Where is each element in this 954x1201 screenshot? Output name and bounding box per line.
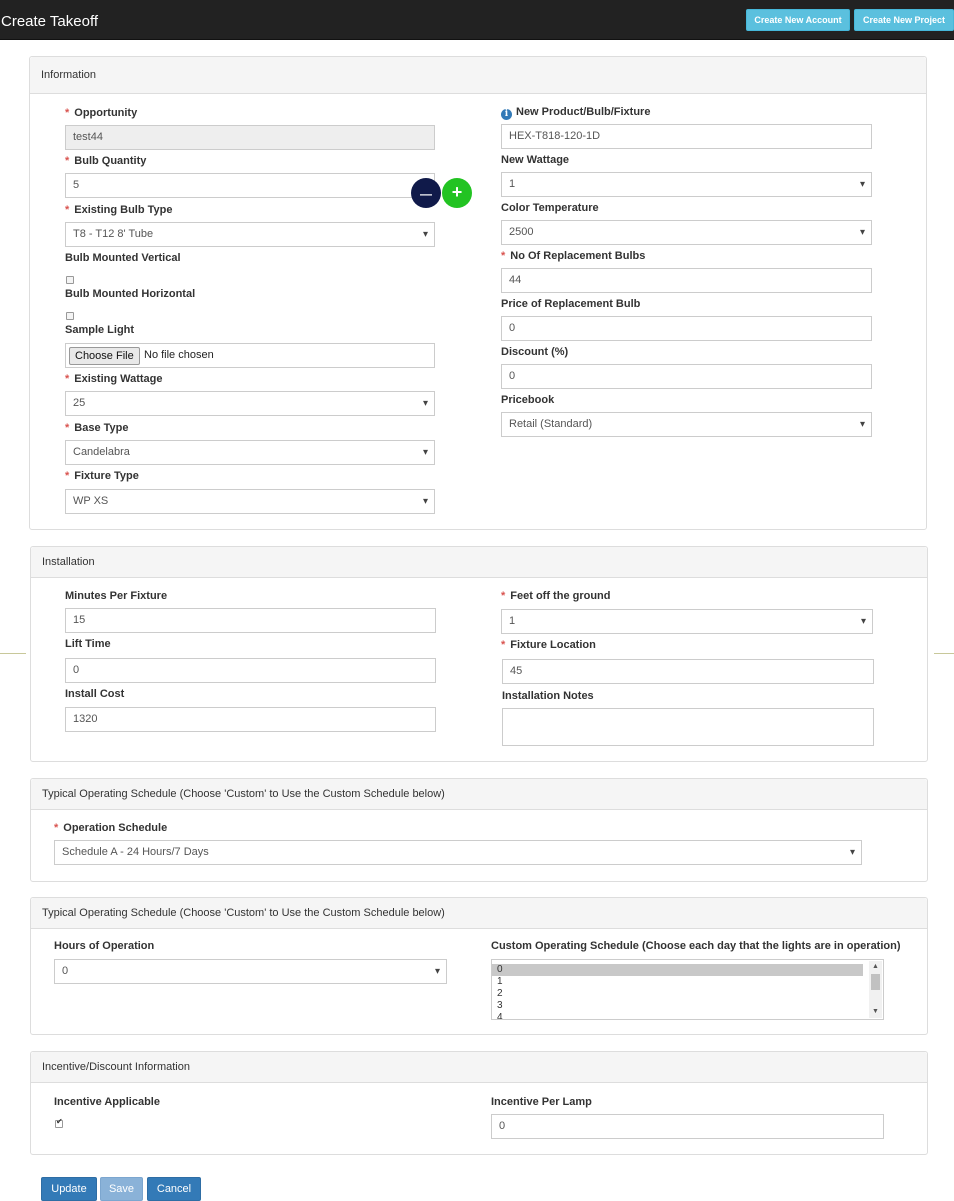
installation-notes-label: Installation Notes [502,690,594,702]
installation-panel [30,546,928,762]
color-temperature-select[interactable]: 2500 ▾ [501,220,872,245]
bulb-mounted-horizontal-label: Bulb Mounted Horizontal [65,288,196,300]
minutes-per-fixture-input[interactable]: 15 [65,608,436,633]
existing-bulb-type-select[interactable]: T8 - T12 8' Tube ▾ [65,222,435,247]
listbox-scrollbar[interactable] [869,961,882,1018]
increment-button[interactable] [442,178,472,208]
incentive-per-lamp-input[interactable]: 0 [491,1114,884,1139]
no-file-text: No file chosen [144,349,214,361]
left-divider-line [0,653,26,654]
custom-schedule-listbox[interactable] [491,959,884,1020]
color-temperature-label: Color Temperature [501,202,599,214]
bulb-mounted-horizontal-checkbox[interactable] [66,312,74,320]
list-option[interactable]: 0 [492,964,863,976]
discount-label: Discount (%) [501,346,569,358]
custom-schedule-panel [30,897,928,1035]
minus-icon: — [420,187,432,201]
base-type-select[interactable]: Candelabra ▾ [65,440,435,465]
scroll-thumb[interactable] [871,974,880,990]
incentive-applicable-label: Incentive Applicable [54,1096,160,1108]
decrement-button[interactable] [411,178,441,208]
pricebook-select[interactable]: Retail (Standard) ▾ [501,412,872,437]
existing-wattage-label: * Existing Wattage [65,373,163,385]
cancel-button[interactable]: Cancel [147,1177,201,1201]
fixture-location-input[interactable]: 45 [502,659,874,684]
operating-schedule-heading: Typical Operating Schedule (Choose 'Custom' to Use the Custom Schedule below) [31,779,927,810]
create-new-account-button[interactable]: Create New Account [746,9,850,31]
new-product-input[interactable]: HEX-T818-120-1D [501,124,872,149]
choose-file-button[interactable]: Choose File [69,347,140,365]
bulb-mounted-vertical-label: Bulb Mounted Vertical [65,252,181,264]
incentive-applicable-checkbox[interactable] [55,1120,63,1128]
price-replacement-input[interactable]: 0 [501,316,872,341]
install-cost-input[interactable]: 1320 [65,707,436,732]
top-bar [0,0,954,40]
incentive-per-lamp-label: Incentive Per Lamp [491,1096,592,1108]
new-wattage-label: New Wattage [501,154,570,166]
page-title: Create Takeoff [1,13,99,30]
hours-of-operation-select[interactable]: 0 ▾ [54,959,447,984]
installation-notes-textarea[interactable] [502,708,874,746]
bulb-quantity-input[interactable]: 5 [65,173,435,198]
create-new-project-button[interactable]: Create New Project [854,9,954,31]
existing-bulb-type-label: * Existing Bulb Type [65,204,173,216]
feet-off-ground-label: * Feet off the ground [501,590,611,602]
information-heading: Information [30,57,926,94]
operating-schedule-panel [30,778,928,882]
scroll-up-icon[interactable]: ▲ [872,963,879,970]
update-button[interactable]: Update [41,1177,97,1201]
custom-schedule-heading: Typical Operating Schedule (Choose 'Custom' to Use the Custom Schedule below) [31,898,927,929]
sample-light-file-input [65,343,435,368]
bulb-quantity-label: * Bulb Quantity [65,155,147,167]
bulb-mounted-vertical-checkbox[interactable] [66,276,74,284]
list-option[interactable]: 3 [497,1000,503,1011]
save-button[interactable]: Save [100,1177,143,1201]
fixture-type-label: * Fixture Type [65,470,139,482]
fixture-location-label: * Fixture Location [501,639,596,651]
custom-operating-schedule-label: Custom Operating Schedule (Choose each day that the lights are in operation) [491,940,901,952]
fixture-type-select[interactable]: WP XS ▾ [65,489,435,514]
opportunity-field: test44 [65,125,435,150]
incentive-panel [30,1051,928,1155]
right-divider-line [934,653,954,654]
information-panel [29,56,927,530]
install-cost-label: Install Cost [65,688,125,700]
price-replacement-label: Price of Replacement Bulb [501,298,641,310]
info-icon[interactable]: i [501,109,512,120]
replacement-bulbs-label: * No Of Replacement Bulbs [501,250,646,262]
discount-input[interactable]: 0 [501,364,872,389]
new-wattage-select[interactable]: 1 ▾ [501,172,872,197]
list-option[interactable]: 2 [497,988,503,999]
feet-off-ground-select[interactable]: 1 ▾ [501,609,873,634]
base-type-label: * Base Type [65,422,129,434]
new-product-label: i New Product/Bulb/Fixture [501,106,650,120]
scroll-down-icon[interactable]: ▼ [872,1008,879,1015]
minutes-per-fixture-label: Minutes Per Fixture [65,590,168,602]
sample-light-label: Sample Light [65,324,135,336]
list-option[interactable]: 4 [497,1012,503,1020]
list-option[interactable]: 1 [497,976,503,987]
pricebook-label: Pricebook [501,394,555,406]
incentive-heading: Incentive/Discount Information [31,1052,927,1083]
operation-schedule-select[interactable]: Schedule A - 24 Hours/7 Days ▾ [54,840,862,865]
installation-heading: Installation [31,547,927,578]
opportunity-label: * Opportunity [65,107,138,119]
lift-time-input[interactable]: 0 [65,658,436,683]
replacement-bulbs-input[interactable]: 44 [501,268,872,293]
plus-icon: + [451,182,463,202]
operation-schedule-label: * Operation Schedule [54,822,168,834]
lift-time-label: Lift Time [65,638,111,650]
existing-wattage-select[interactable]: 25 ▾ [65,391,435,416]
hours-of-operation-label: Hours of Operation [54,940,155,952]
